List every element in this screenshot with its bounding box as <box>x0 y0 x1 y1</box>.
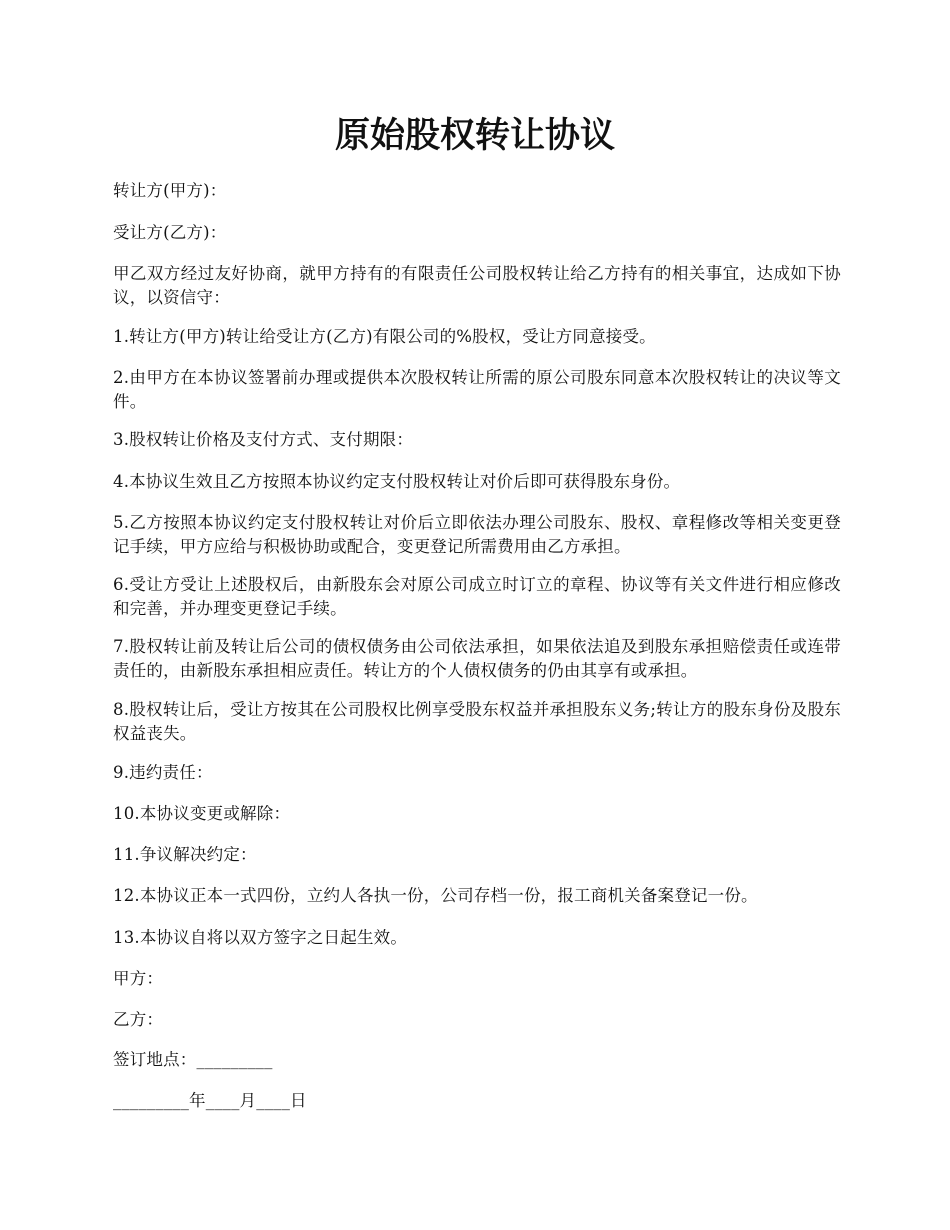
signature-party-a: 甲方： <box>113 969 164 988</box>
preamble-paragraph: 甲乙双方经过友好协商，就甲方持有的有限责任公司股权转让给乙方持有的相关事宜，达成如下协议，以资信守： <box>113 264 841 307</box>
clause-2: 2.由甲方在本协议签署前办理或提供本次股权转让所需的原公司股东同意本次股权转让的决议等文件。 <box>113 368 841 411</box>
clause-7: 7.股权转让前及转让后公司的债权债务由公司依法承担，如果依法追及到股东承担赔偿责任或连带责任的，由新股东承担相应责任。转让方的个人债权债务的仍由其享有或承担。 <box>113 637 841 680</box>
clause-9: 9.违约责任： <box>113 763 213 782</box>
party-b-label: 受让方(乙方)： <box>113 223 227 242</box>
signing-date: _________年____月____日 <box>113 1091 307 1110</box>
clause-4: 4.本协议生效且乙方按照本协议约定支付股权转让对价后即可获得股东身份。 <box>113 472 681 491</box>
clause-8: 8.股权转让后，受让方按其在公司股权比例享受股东权益并承担股东义务;转让方的股东身份及股东权益丧失。 <box>113 700 841 743</box>
clause-3: 3.股权转让价格及支付方式、支付期限： <box>113 430 414 449</box>
signature-party-b: 乙方： <box>113 1010 164 1029</box>
clause-11: 11.争议解决约定： <box>113 845 257 864</box>
signing-place: 签订地点：_________ <box>113 1050 273 1069</box>
clause-1: 1.转让方(甲方)转让给受让方(乙方)有限公司的%股权，受让方同意接受。 <box>113 327 656 346</box>
clause-10: 10.本协议变更或解除： <box>113 804 291 823</box>
clause-13: 13.本协议自将以双方签字之日起生效。 <box>113 928 408 947</box>
clause-6: 6.受让方受让上述股权后，由新股东会对原公司成立时订立的章程、协议等有关文件进行相应修改和完善，并办理变更登记手续。 <box>113 575 841 618</box>
clause-5: 5.乙方按照本协议约定支付股权转让对价后立即依法办理公司股东、股权、章程修改等相关变更登记手续，甲方应给与积极协助或配合，变更登记所需费用由乙方承担。 <box>113 513 841 556</box>
clause-12: 12.本协议正本一式四份，立约人各执一份，公司存档一份，报工商机关备案登记一份。 <box>113 886 758 905</box>
document-title: 原始股权转让协议 <box>334 115 615 156</box>
party-a-label: 转让方(甲方)： <box>113 181 227 200</box>
